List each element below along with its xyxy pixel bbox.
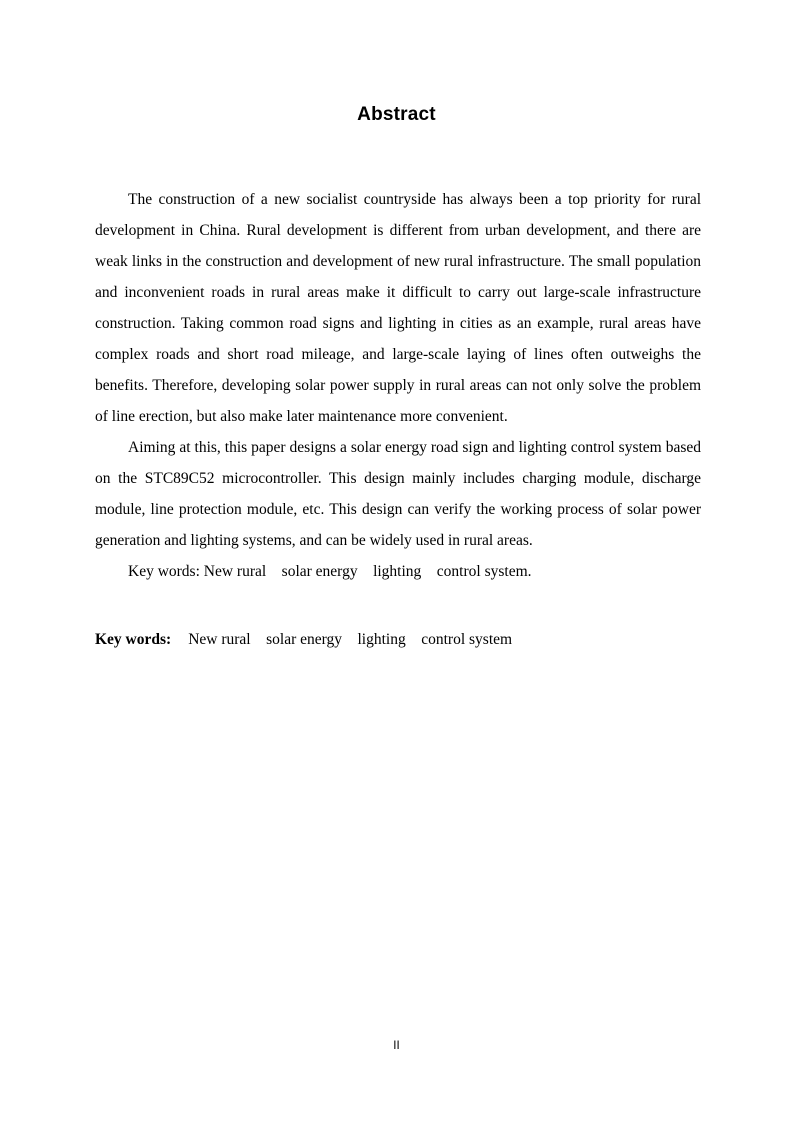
keywords-label: Key words: xyxy=(95,631,172,648)
paragraph-intro: The construction of a new socialist countryside has always been a top priority for rural development in China. Rural development is different from urban development, and there are weak links in the construction and development of new rural infrastructure. The small population and inconvenient roads in rural areas make it difficult to carry out large-scale infrastructure construction. Taking common road signs and lighting in cities as an example, rural areas have complex roads and short road mileage, and large-scale laying of lines often outweighs the benefits. Therefore, developing solar power supply in rural areas can not only solve the problem of line erection, but also make later maintenance more convenient. xyxy=(95,191,701,425)
keywords-inline-line: Key words: New rural solar energy lighting control system. xyxy=(128,563,532,580)
page-title: Abstract xyxy=(357,104,436,125)
keywords-value: New rural solar energy lighting control system xyxy=(188,631,513,648)
abstract-body xyxy=(95,184,701,655)
page-number: II xyxy=(393,1040,400,1052)
keywords-footer-line xyxy=(95,624,701,655)
paragraph-design: Aiming at this, this paper designs a solar energy road sign and lighting control system based on the STC89C52 microcontroller. This design mainly includes charging module, discharge module, line protection module, etc. This design can verify the working process of solar power generation and lighting systems, and can be widely used in rural areas. xyxy=(95,439,701,549)
